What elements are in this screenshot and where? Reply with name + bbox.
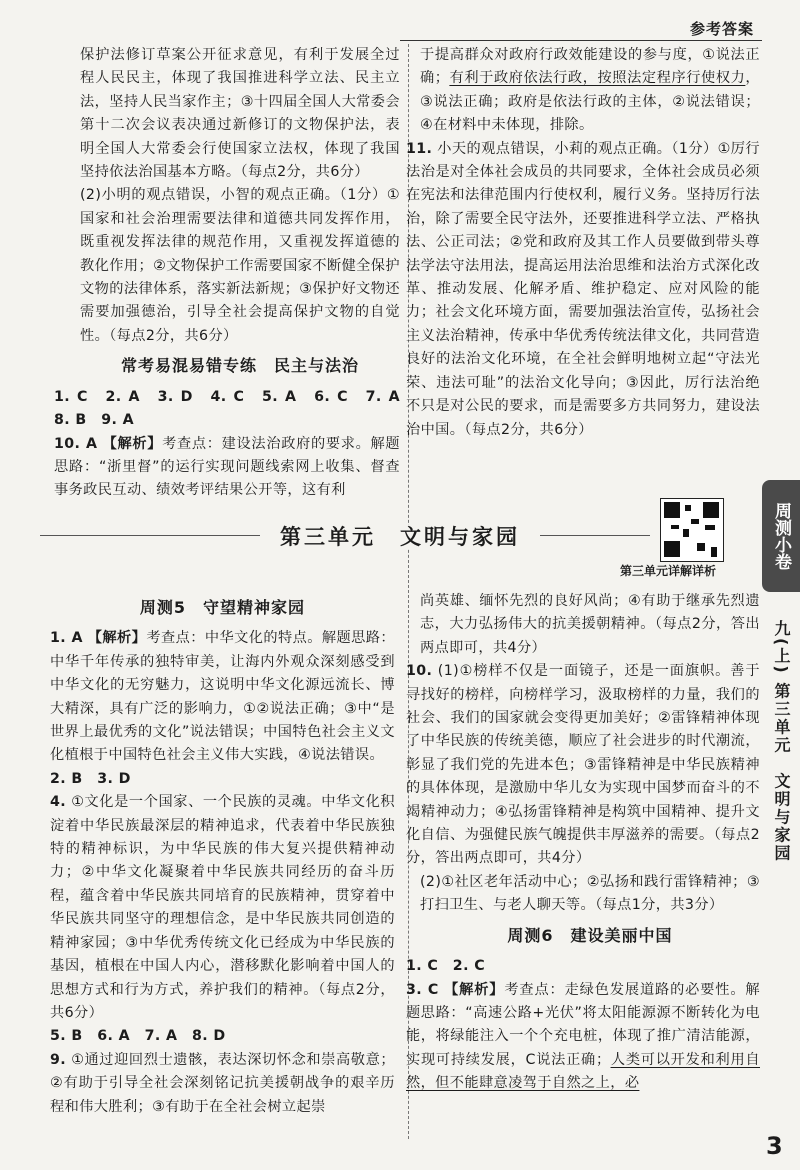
- qr-code-icon[interactable]: [660, 498, 724, 562]
- section-title: 周测5 守望精神家园: [139, 598, 306, 617]
- question-number: 9.: [50, 1051, 67, 1068]
- question-text: ①文化是一个国家、一个民族的灵魂。中华文化积淀着中华民族最深层的精神追求，代表着中华民族独特的精神标识，为中华民族的伟大复兴提供精神动力；②中华文化凝聚着中华民族共同经历的奋斗历程，蕴含着中华民族共同培育的民族精神，贯穿着中华民族共同坚守的理想信念，是中华民族共同创造的精神家园；③中华优秀传统文化已经成为中华民族的基因，植根在中国人内心，潜移默化影响着中国人的思想方式和行为方式，养护我们的精神。（每点2分，共6分）: [50, 794, 395, 1021]
- grade-label: 九(上): [772, 620, 791, 675]
- paragraph: (2)小明的观点错误，小智的观点正确。（1分）①国家和社会治理需要法律和道德共同发挥作用，既重视发挥法律的规范作用，又重视发挥道德的教化作用；②文物保护工作需要国家不断健全保护文物的法律体系，落实新法新规；③保护好文物还需要加强德治，引导全社会提高保护文物的自觉性。（每点2分，共6分）: [80, 187, 400, 344]
- header-rule: [400, 40, 762, 41]
- question-11: [406, 138, 760, 442]
- text-segment: ，③说法正确；政府是依法行政的主体，②说法错误；④在材料中未体现，排除。: [420, 70, 760, 134]
- underlined-text: 人类可以开发和利用自然，但不能肆意凌驾于自然之上，必: [406, 1051, 760, 1092]
- answer-line: 1. C 2. C: [406, 958, 486, 975]
- question-number: 10. A: [54, 435, 98, 452]
- left-top-column: [54, 44, 415, 503]
- question-text: ①通过迎回烈士遗骸，表达深切怀念和崇高敬意；②有助于引导全社会深刻铭记抗美援朝战争的艰辛历程和伟大胜利；③有助于在全社会树立起崇: [50, 1051, 395, 1115]
- question-number: 1. A: [50, 630, 83, 647]
- analysis-tag: 【解析】: [87, 630, 147, 647]
- unit-label: 第三单元 文明与家园: [772, 682, 791, 863]
- right-bottom-column: [406, 590, 760, 1096]
- question-text: 小天的观点错误，小莉的观点正确。（1分）①厉行法治是对全体社会成员的共同要求，全体社会成员必须在宪法和法律范围内行使权利，履行义务。坚持厉行法治，除了需要全民守法外，还要推进科学立法、严格执法、公正司法；②党和政府及其工作人员要做到带头尊法学法守法用法，提高运用法治思维和法治方式深化改革、推动发展、化解矛盾、维护稳定、应对风险的能力；社会文化环境方面，需要加强法治宣传，弘扬社会主义法治精神，传承中华优秀传统法律文化，共同营造良好的法治文化环境，在全社会鲜明地树立起“守法光荣、违法可耻”的法治文化导向；③因此，厉行法治绝不只是对公民的要求，而是需要多方共同努力，建设法治中国。（每点2分，共6分）: [406, 140, 760, 438]
- question-10: [54, 433, 400, 503]
- analysis-tag: 【解析】: [102, 435, 163, 452]
- analysis-tag: 【解析】: [444, 981, 505, 998]
- page-header: [0, 0, 800, 38]
- question-number: 11.: [406, 140, 433, 157]
- question-text: 考查点：建设法治政府的要求。解题思路：“浙里督”的运行实现问题线索网上收集、督查事务政民互动、绩效考评结果公开等，这有利: [54, 435, 400, 499]
- paragraph: 尚英雄、缅怀先烈的良好风尚；④有助于继承先烈遗志，大力弘扬伟大的抗美援朝精神。（每点2分，答出两点即可，共4分）: [420, 593, 760, 656]
- question-number: 4.: [50, 794, 67, 811]
- paragraph: 保护法修订草案公开征求意见，有利于发展全过程人民民主，体现了我国推进科学立法、民主立法，坚持人民当家作主；③十四届全国人大常委会第十二次会议表决通过新修订的文物保护法，表明全国人大常委会行使国家立法权，体现了我国坚持依法治国基本方略。（每点2分，共6分）: [80, 47, 400, 181]
- text-segment: 于提高群众对政府行政效能建设的参与度，①说法正确；: [420, 47, 760, 87]
- answer-line: 2. B 3. D: [50, 770, 131, 787]
- page-number: 3: [766, 1132, 783, 1160]
- side-label: [767, 620, 795, 862]
- paragraph: (2)①社区老年活动中心；②弘扬和践行雷锋精神；③打扫卫生、与老人聊天等。（每点1分，共3分）: [420, 873, 760, 914]
- question-number: 10.: [406, 663, 433, 680]
- left-bottom-column: [50, 590, 395, 1119]
- underlined-text: 有利于政府依法行政，按照法定程序行使权力: [449, 70, 746, 87]
- answer-line: 1. C 2. A 3. D 4. C 5. A 6. C 7. A 8. B 9. A: [54, 388, 415, 429]
- question-text: 考查点：走绿色发展道路的必要性。解题思路：“高速公路+光伏”将太阳能源源不断转化为电能，将绿能注入一个个充电桩，体现了推广清洁能源，实现可持续发展，C说法正确；: [406, 981, 760, 1068]
- answer-line: 5. B 6. A 7. A 8. D: [50, 1028, 226, 1045]
- section-title: 周测6 建设美丽中国: [507, 925, 673, 945]
- question-9: [50, 1049, 395, 1119]
- unit-title-bar: [40, 515, 760, 555]
- question-3: [406, 979, 760, 1096]
- right-top-column: [406, 44, 760, 442]
- question-text: (1)①榜样不仅是一面镜子，还是一面旗帜。善于寻找好的榜样，向榜样学习，汲取榜样的力量，我们的社会、我们的国家就会变得更加美好；②雷锋精神体现了中华民族的传统美德，顺应了社会进步的时代潮流，彰显了我们党的先进本色；③雷锋精神是中华民族精神的具体体现，是激励中华儿女为实现中国梦而奋斗的不竭精神动力；④弘扬雷锋精神是构筑中国精神、提升文化自信、为强健民族气魄提供丰厚滋养的需要。（每点2分，答出两点即可，共4分）: [406, 663, 760, 867]
- unit-title: [40, 521, 760, 551]
- question-4: [50, 791, 395, 1025]
- question-text: 考查点：中华文化的特点。解题思路：中华千年传承的独特审美，让海内外观众深刻感受到中华文化的无穷魅力，这说明中华文化源远流长、博大精深，具有广泛的影响力，①②说法正确；③中“是世界上最优秀的文化”说法错误；中国特色社会主义文化植根于中国特色社会主义伟大实践，④说法错误。: [50, 630, 395, 764]
- unit-title-text: 第三单元 文明与家园: [268, 525, 532, 549]
- section-title: 常考易混易错专练 民主与法治: [120, 356, 359, 376]
- question-10: [406, 660, 760, 871]
- question-1: [50, 627, 395, 767]
- paragraph: [420, 44, 760, 138]
- qr-caption: 第三单元详解详析: [620, 564, 717, 578]
- side-tab: 周测小卷: [762, 480, 800, 592]
- header-title: 参考答案: [689, 20, 754, 38]
- question-number: 3. C: [406, 981, 439, 998]
